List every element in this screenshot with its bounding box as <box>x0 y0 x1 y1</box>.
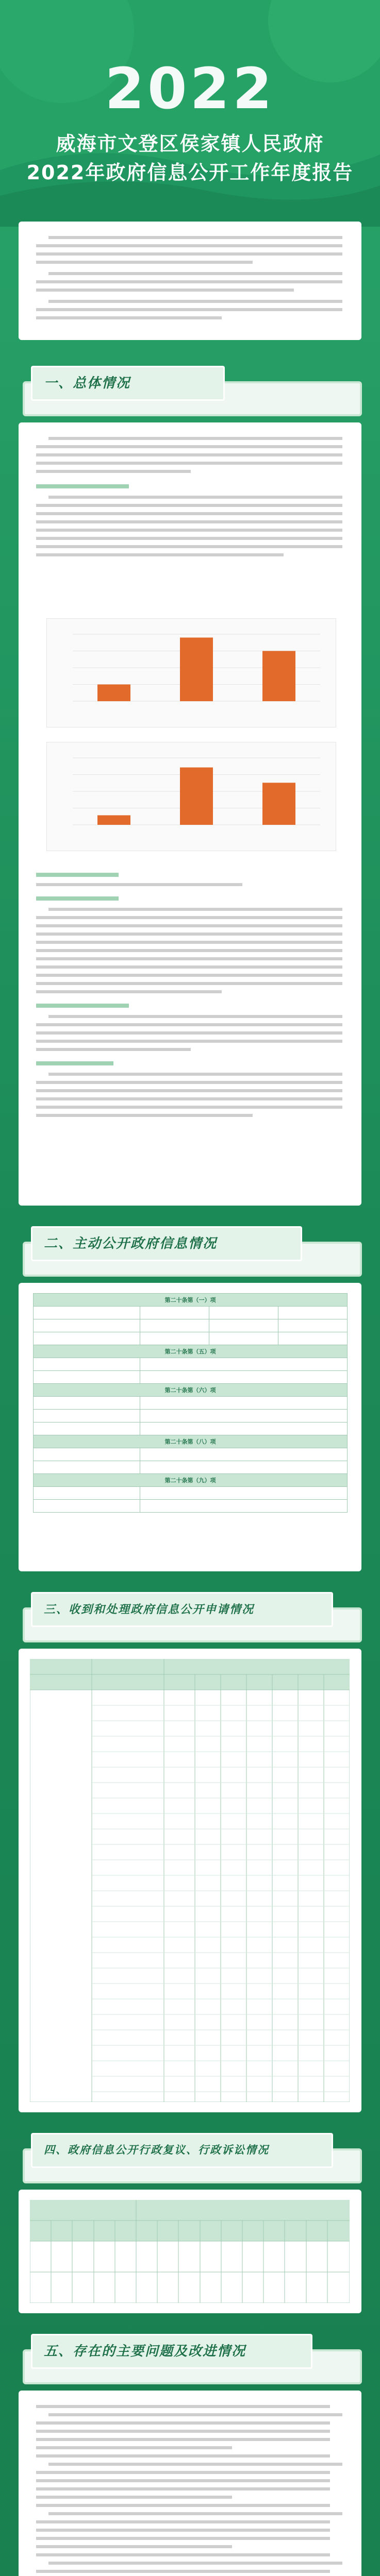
chart-1-bar <box>262 651 295 702</box>
section-5-title: 五、存在的主要问题及改进情况 <box>44 2344 246 2359</box>
section-5-text <box>36 2401 345 2576</box>
section-3-title: 三、收到和处理政府信息公开申请情况 <box>44 1603 255 1616</box>
report-title: 2022年政府信息公开工作年度报告 <box>26 161 354 184</box>
text-line <box>36 2520 330 2523</box>
section-5-ribbon <box>0 2329 380 2391</box>
text-line <box>36 2487 330 2490</box>
text-line <box>36 2446 232 2449</box>
active-disclosure-table <box>33 1293 348 1513</box>
section-2-title: 二、主动公开政府信息情况 <box>44 1236 218 1251</box>
text-line <box>48 2463 342 2466</box>
text-line <box>48 2512 342 2515</box>
section-5-text-lines <box>36 2401 345 2576</box>
report-org-title: 威海市文登区侯家镇人民政府 <box>56 132 324 155</box>
table-head-5: 第二十条第（九）项 <box>34 1474 348 1487</box>
text-line <box>36 2471 330 2474</box>
section-1-title: 一、总体情况 <box>44 376 131 391</box>
text-line <box>36 2570 330 2573</box>
section-1-text-lines-b <box>36 871 345 1190</box>
text-line <box>36 2553 330 2556</box>
text-line <box>36 2537 330 2540</box>
intro-text-lines <box>36 232 345 330</box>
text-line <box>36 2421 330 2425</box>
chart-1-svg <box>47 624 336 717</box>
text-line <box>36 2430 330 2433</box>
section-2-ribbon <box>0 1221 380 1283</box>
chart-1-bar <box>180 638 213 702</box>
chart-2-svg <box>47 748 336 840</box>
chart-1 <box>46 618 336 727</box>
text-line <box>36 2479 330 2482</box>
text-line <box>36 2438 330 2441</box>
text-line <box>36 2545 232 2548</box>
hero-banner <box>0 0 380 227</box>
text-line <box>36 2454 330 2458</box>
text-line <box>48 2562 342 2565</box>
text-line <box>36 2496 232 2499</box>
chart-2-bar <box>262 783 295 825</box>
section-1-text-a <box>36 433 345 629</box>
text-line <box>36 2529 330 2532</box>
chart-2-bar <box>97 815 130 825</box>
section-4-title: 四、政府信息公开行政复议、行政诉讼情况 <box>44 2144 269 2156</box>
section-3-ribbon <box>0 1587 380 1649</box>
chart-2 <box>46 742 336 851</box>
review-litigation-table <box>30 2200 350 2303</box>
intro-text <box>36 232 345 335</box>
table-head-2: 第二十条第（五）项 <box>34 1345 348 1358</box>
text-line <box>36 2405 330 2408</box>
table-head-1: 第二十条第（一）项 <box>34 1294 348 1307</box>
chart-2-bar <box>180 768 213 825</box>
text-line <box>36 2504 330 2507</box>
section-1-ribbon <box>0 361 380 422</box>
section-1-text-lines <box>36 433 345 629</box>
section-4-ribbon <box>0 2128 380 2190</box>
application-table <box>30 1659 350 2102</box>
table-head-3: 第二十条第（六）项 <box>34 1384 348 1397</box>
text-line <box>48 2413 342 2416</box>
table-head-4: 第二十条第（八）项 <box>34 1435 348 1448</box>
report-year: 2022 <box>105 56 275 122</box>
chart-1-bar <box>97 685 130 702</box>
section-1-text-b <box>36 871 345 1190</box>
